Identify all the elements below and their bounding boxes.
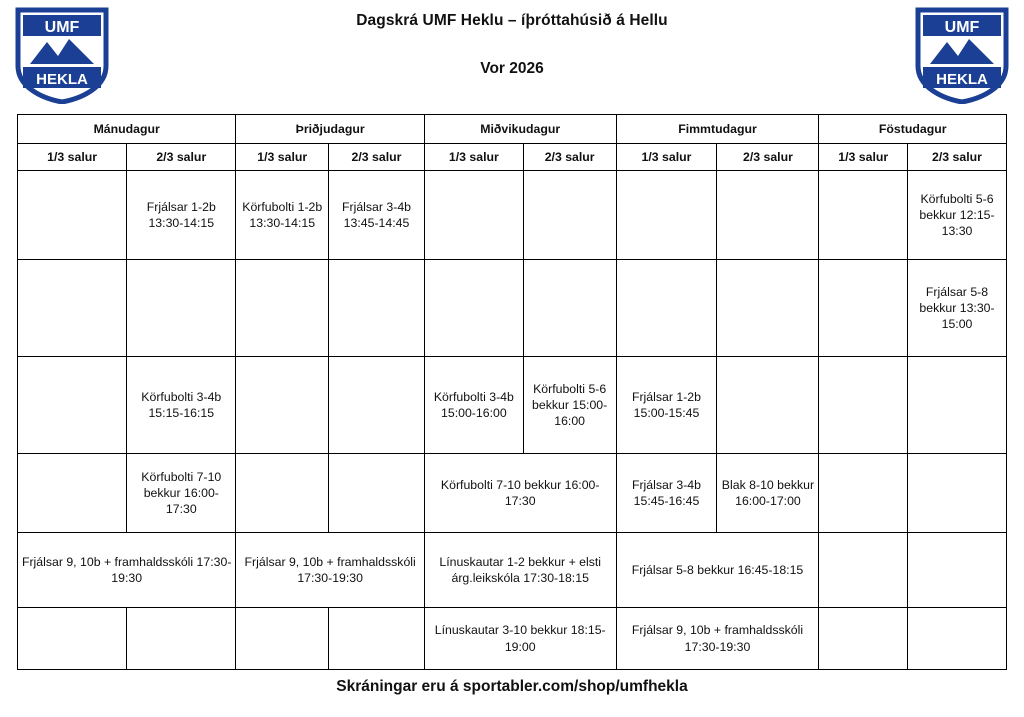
- table-header-days: [18, 115, 1007, 144]
- schedule-cell: [819, 533, 908, 608]
- table-row: [18, 608, 1007, 670]
- hall-header-wed-2-3: 2/3 salur: [523, 144, 616, 171]
- schedule-cell: [819, 608, 908, 670]
- schedule-cell: [908, 533, 1007, 608]
- schedule-cell: Frjálsar 5-8 bekkur 13:30-15:00: [908, 260, 1007, 357]
- svg-text:HEKLA: HEKLA: [36, 71, 88, 88]
- hall-header-fri-2-3: 2/3 salur: [908, 144, 1007, 171]
- schedule-cell: [616, 260, 717, 357]
- schedule-cell: [236, 260, 329, 357]
- schedule-cell: [908, 357, 1007, 454]
- table-row: [18, 533, 1007, 608]
- day-header-friday: Föstudagur: [819, 115, 1007, 144]
- schedule-cell: [717, 357, 819, 454]
- hall-header-tue-2-3: 2/3 salur: [329, 144, 425, 171]
- schedule-cell: [908, 454, 1007, 533]
- schedule-cell: [329, 260, 425, 357]
- table-header-halls: [18, 144, 1007, 171]
- schedule-cell: Körfubolti 5-6 bekkur 12:15-13:30: [908, 171, 1007, 260]
- schedule-cell: Frjálsar 5-8 bekkur 16:45-18:15: [616, 533, 819, 608]
- schedule-cell: [819, 171, 908, 260]
- day-header-monday: Mánudagur: [18, 115, 236, 144]
- schedule-cell: Línuskautar 3-10 bekkur 18:15-19:00: [424, 608, 616, 670]
- schedule-cell: [819, 454, 908, 533]
- schedule-cell: [717, 171, 819, 260]
- title-block: [130, 12, 894, 78]
- table-row: [18, 357, 1007, 454]
- hall-header-tue-1-3: 1/3 salur: [236, 144, 329, 171]
- schedule-cell: [329, 454, 425, 533]
- umf-hekla-logo-left: [14, 6, 110, 104]
- schedule-cell: [523, 260, 616, 357]
- schedule-cell: Körfubolti 3-4b 15:15-16:15: [127, 357, 236, 454]
- schedule-cell: [236, 454, 329, 533]
- hall-header-thu-2-3: 2/3 salur: [717, 144, 819, 171]
- schedule-cell: [18, 608, 127, 670]
- umf-hekla-logo-right: [914, 6, 1010, 104]
- schedule-cell: [819, 357, 908, 454]
- schedule-cell: [236, 357, 329, 454]
- table-row: [18, 260, 1007, 357]
- schedule-cell: Frjálsar 1-2b 15:00-15:45: [616, 357, 717, 454]
- schedule-table: [17, 114, 1007, 670]
- schedule-cell: [329, 357, 425, 454]
- schedule-cell: Körfubolti 1-2b 13:30-14:15: [236, 171, 329, 260]
- svg-text:UMF: UMF: [44, 19, 80, 36]
- schedule-cell: [424, 171, 523, 260]
- schedule-cell: Línuskautar 1-2 bekkur + elsti árg.leikskóla 17:30-18:15: [424, 533, 616, 608]
- schedule-cell: Körfubolti 5-6 bekkur 15:00-16:00: [523, 357, 616, 454]
- page-subtitle: Vor 2026: [480, 60, 544, 77]
- schedule-cell: Frjálsar 3-4b 13:45-14:45: [329, 171, 425, 260]
- hall-header-thu-1-3: 1/3 salur: [616, 144, 717, 171]
- schedule-cell: Frjálsar 1-2b 13:30-14:15: [127, 171, 236, 260]
- schedule-cell: [819, 260, 908, 357]
- schedule-cell: [329, 608, 425, 670]
- table-row: [18, 171, 1007, 260]
- schedule-cell: Körfubolti 3-4b 15:00-16:00: [424, 357, 523, 454]
- hall-header-mon-2-3: 2/3 salur: [127, 144, 236, 171]
- schedule-cell: Frjálsar 3-4b 15:45-16:45: [616, 454, 717, 533]
- day-header-thursday: Fimmtudagur: [616, 115, 819, 144]
- hall-header-fri-1-3: 1/3 salur: [819, 144, 908, 171]
- schedule-cell: [127, 260, 236, 357]
- registration-footer: Skráningar eru á sportabler.com/shop/umfhekla: [336, 678, 688, 695]
- schedule-cell: [18, 454, 127, 533]
- day-header-wednesday: Miðvikudagur: [424, 115, 616, 144]
- schedule-cell: [908, 608, 1007, 670]
- schedule-cell: [236, 608, 329, 670]
- schedule-cell: [18, 357, 127, 454]
- svg-text:UMF: UMF: [944, 19, 980, 36]
- table-row: [18, 454, 1007, 533]
- schedule-cell: [523, 171, 616, 260]
- schedule-cell: [18, 260, 127, 357]
- schedule-cell: [18, 171, 127, 260]
- hall-header-wed-1-3: 1/3 salur: [424, 144, 523, 171]
- schedule-cell: [127, 608, 236, 670]
- schedule-cell: [616, 171, 717, 260]
- day-header-tuesday: Þriðjudagur: [236, 115, 425, 144]
- schedule-cell: Frjálsar 9, 10b + framhaldsskóli 17:30-19:30: [236, 533, 425, 608]
- page-title: Dagskrá UMF Heklu – íþróttahúsið á Hellu: [356, 12, 668, 29]
- schedule-cell: Frjálsar 9, 10b + framhaldsskóli 17:30-19:30: [616, 608, 819, 670]
- schedule-cell: Blak 8-10 bekkur 16:00-17:00: [717, 454, 819, 533]
- schedule-cell: [424, 260, 523, 357]
- schedule-cell: Frjálsar 9, 10b + framhaldsskóli 17:30-19:30: [18, 533, 236, 608]
- svg-text:HEKLA: HEKLA: [936, 71, 988, 88]
- schedule-cell: [717, 260, 819, 357]
- schedule-cell: Körfubolti 7-10 bekkur 16:00-17:30: [127, 454, 236, 533]
- hall-header-mon-1-3: 1/3 salur: [18, 144, 127, 171]
- schedule-cell: Körfubolti 7-10 bekkur 16:00-17:30: [424, 454, 616, 533]
